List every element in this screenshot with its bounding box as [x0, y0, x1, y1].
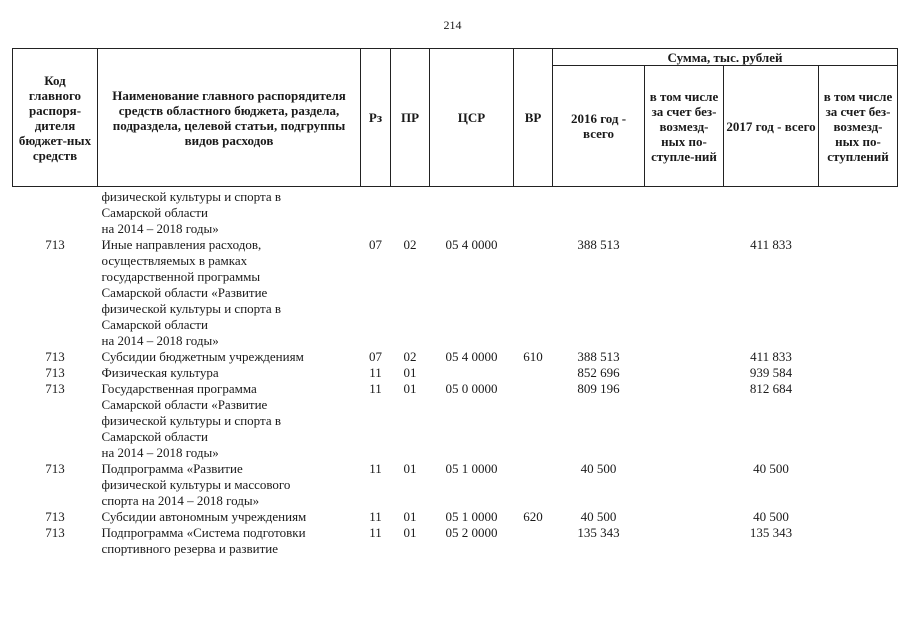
row-name-line: Самарской области «Развитие — [101, 285, 268, 300]
row-code: 713 — [45, 525, 65, 540]
row-code: 713 — [45, 237, 65, 252]
row-vr — [514, 237, 553, 349]
row-total-2016: 388 513 — [577, 349, 620, 364]
table-row — [13, 187, 898, 238]
row-code: 713 — [45, 349, 65, 364]
row-csr: 05 4 0000 — [445, 237, 498, 252]
row-name-line: на 2014 – 2018 годы» — [101, 221, 219, 236]
header-sum-group: Сумма, тыс. рублей — [553, 49, 898, 66]
row-pr: 01 — [403, 365, 417, 380]
row-pr: 02 — [403, 349, 417, 364]
row-name-line: на 2014 – 2018 годы» — [101, 333, 219, 348]
header-free-2017: в том числе за счет без-возмезд-ных по-ступлений — [819, 66, 898, 187]
row-free-2017 — [819, 237, 898, 349]
row-pr — [391, 187, 430, 238]
row-name-line: государственной программы — [101, 269, 261, 284]
row-rz: 07 — [369, 349, 382, 364]
table-row — [13, 381, 898, 461]
row-csr — [430, 365, 514, 381]
row-code — [13, 187, 98, 238]
row-name-line: спортивного резерва и развитие — [101, 541, 278, 556]
row-name-line: Самарской области — [101, 205, 208, 220]
row-rz: 07 — [369, 237, 382, 252]
row-free-2016 — [645, 525, 724, 557]
row-rz: 11 — [369, 461, 382, 476]
row-name-line: осуществляемых в рамках — [101, 253, 248, 268]
row-vr — [514, 461, 553, 509]
row-name-line: Подпрограмма «Система подготовки — [101, 525, 306, 540]
row-free-2016 — [645, 461, 724, 509]
table-header — [13, 49, 898, 187]
row-name-line: Самарской области — [101, 317, 208, 332]
row-free-2017 — [819, 525, 898, 557]
row-csr: 05 2 0000 — [445, 525, 498, 540]
table-row — [13, 237, 898, 349]
row-total-2016: 809 196 — [577, 381, 620, 396]
row-code: 713 — [45, 461, 65, 476]
row-free-2016 — [645, 381, 724, 461]
row-code: 713 — [45, 365, 65, 380]
header-code: Код главного распоря-дителя бюджет-ных средств — [13, 49, 98, 187]
row-csr: 05 1 0000 — [445, 509, 498, 524]
header-name: Наименование главного распорядителя средств областного бюджета, раздела, подраздела, целевой статьи, подгруппы видов расходов — [98, 49, 361, 187]
row-name-line: физической культуры и спорта в — [101, 301, 281, 316]
row-total-2017: 40 500 — [753, 509, 789, 524]
row-total-2017: 812 684 — [749, 381, 793, 396]
row-free-2017 — [819, 187, 898, 238]
row-csr: 05 4 0000 — [445, 349, 498, 364]
row-free-2016 — [645, 237, 724, 349]
row-pr: 02 — [403, 237, 417, 252]
header-csr: ЦСР — [430, 49, 514, 187]
row-free-2016 — [645, 365, 724, 381]
row-csr: 05 0 0000 — [445, 381, 498, 396]
row-rz: 11 — [369, 525, 382, 540]
row-total-2017: 411 833 — [750, 349, 792, 364]
row-name-line: на 2014 – 2018 годы» — [101, 445, 219, 460]
row-vr: 620 — [523, 509, 543, 524]
row-free-2017 — [819, 349, 898, 365]
row-name-line: Государственная программа — [101, 381, 257, 396]
row-total-2017 — [724, 187, 819, 238]
row-code: 713 — [45, 509, 65, 524]
row-total-2016: 40 500 — [580, 461, 617, 476]
row-name-line: Иные направления расходов, — [101, 237, 262, 252]
row-name — [98, 187, 361, 238]
row-name — [98, 381, 361, 461]
row-name-line: Самарской области — [101, 429, 208, 444]
row-name — [98, 349, 361, 365]
row-pr: 01 — [403, 381, 417, 396]
row-vr — [514, 365, 553, 381]
row-name — [98, 237, 361, 349]
row-free-2017 — [819, 461, 898, 509]
header-pr: ПР — [391, 49, 430, 187]
row-pr: 01 — [403, 461, 417, 476]
header-rz: Рз — [361, 49, 391, 187]
row-name — [98, 365, 361, 381]
row-name-line: спорта на 2014 – 2018 годы» — [101, 493, 260, 508]
header-free-2016: в том числе за счет без-возмезд-ных по-ступле-ний — [645, 66, 724, 187]
row-name-line: Физическая культура — [101, 365, 219, 380]
row-free-2017 — [819, 381, 898, 461]
row-free-2017 — [819, 365, 898, 381]
row-total-2016: 135 343 — [577, 525, 620, 540]
row-vr: 610 — [523, 349, 543, 364]
row-name-line: Самарской области «Развитие — [101, 397, 268, 412]
row-name — [98, 525, 361, 557]
row-name-line: Субсидии бюджетным учреждениям — [101, 349, 304, 364]
row-total-2017: 939 584 — [749, 365, 793, 380]
row-rz — [361, 187, 391, 238]
row-free-2016 — [645, 349, 724, 365]
row-rz: 11 — [369, 381, 382, 396]
header-total-2016: 2016 год - всего — [553, 66, 645, 187]
row-pr: 01 — [403, 509, 417, 524]
row-total-2016 — [553, 187, 645, 238]
row-total-2017: 135 343 — [749, 525, 793, 540]
row-total-2016: 388 513 — [577, 237, 620, 252]
row-pr: 01 — [403, 525, 417, 540]
table-row — [13, 349, 898, 365]
page-number: 214 — [443, 18, 462, 32]
table-row — [13, 525, 898, 557]
row-vr — [514, 381, 553, 461]
row-total-2017: 40 500 — [753, 461, 789, 476]
table-row — [13, 461, 898, 509]
row-rz: 11 — [369, 365, 382, 380]
row-vr — [514, 525, 553, 557]
row-name-line: Подпрограмма «Развитие — [101, 461, 243, 476]
row-total-2016: 40 500 — [580, 509, 617, 524]
budget-table — [12, 48, 898, 557]
table-body — [13, 187, 898, 558]
row-code: 713 — [45, 381, 65, 396]
budget-table-sheet — [12, 48, 897, 557]
row-total-2016: 852 696 — [577, 365, 620, 380]
row-vr — [514, 187, 553, 238]
row-name-line: физической культуры и спорта в — [101, 413, 281, 428]
row-free-2016 — [645, 509, 724, 525]
row-free-2016 — [645, 187, 724, 238]
row-free-2017 — [819, 509, 898, 525]
table-row — [13, 365, 898, 381]
row-name-line: Субсидии автономным учреждениям — [101, 509, 307, 524]
row-rz: 11 — [369, 509, 382, 524]
header-vr: ВР — [514, 49, 553, 187]
row-csr: 05 1 0000 — [445, 461, 498, 476]
row-name-line: физической культуры и спорта в — [101, 189, 281, 204]
row-total-2017: 411 833 — [750, 237, 792, 252]
row-name — [98, 461, 361, 509]
header-total-2017: 2017 год - всего — [724, 66, 819, 187]
row-name — [98, 509, 361, 525]
table-row — [13, 509, 898, 525]
row-csr — [430, 187, 514, 238]
row-name-line: физической культуры и массового — [101, 477, 291, 492]
